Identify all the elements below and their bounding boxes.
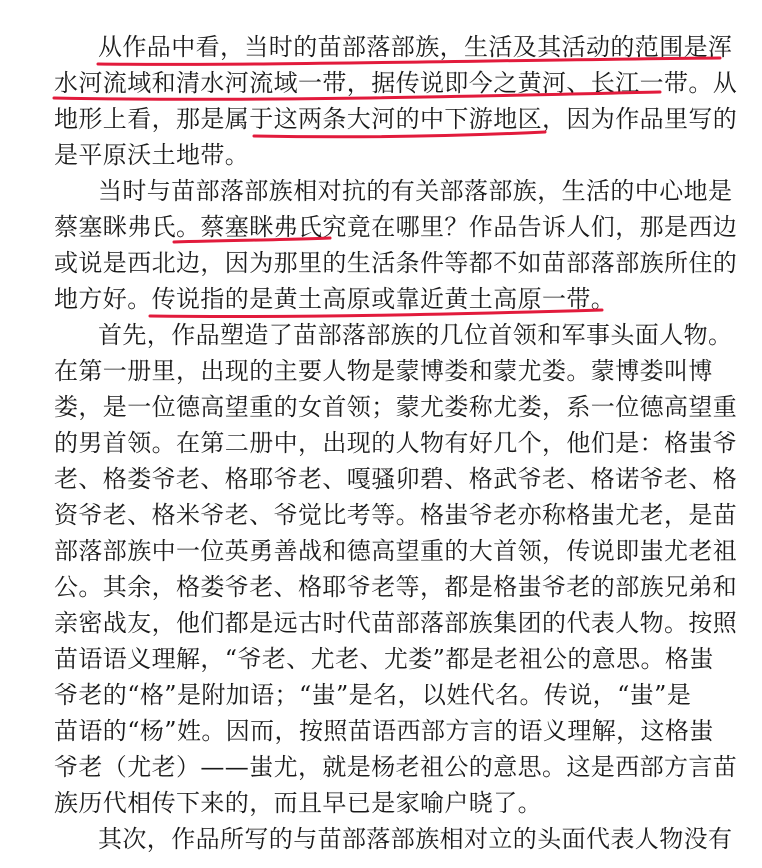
text-line-5: 当时与苗部落部族相对抗的有关部落部族，生活的中心地是: [98, 177, 733, 205]
text-line-12: 的男首领。在第二册中，出现的人物有好几个，他们是：格蚩爷: [54, 429, 738, 457]
text-line-3: 地形上看，那是属于这两条大河的中下游地区，因为作品里写的: [54, 105, 738, 133]
text-line-6: 蔡塞眯弗氏。蔡塞眯弗氏究竟在哪里？作品告诉人们，那是西边: [54, 213, 738, 241]
text-line-14: 资爷老、格米爷老、爷觉比考等。格蚩爷老亦称格蚩尤老，是苗: [54, 501, 738, 529]
text-line-17: 亲密战友，他们都是远古时代苗部落部族集团的代表人物。按照: [54, 609, 738, 637]
text-line-10: 在第一册里，出现的主要人物是蒙博娄和蒙尤娄。蒙博娄叫博: [54, 357, 713, 385]
text-line-23: 其次，作品所写的与苗部落部族相对立的头面代表人物没有: [98, 825, 733, 853]
text-line-4: 是平原沃土地带。: [54, 141, 250, 169]
text-line-13: 老、格娄爷老、格耶爷老、嘎骚卯碧、格武爷老、格诺爷老、格: [54, 465, 738, 493]
text-line-16: 公。其余，格娄爷老、格耶爷老等，都是格蚩爷老的部族兄弟和: [54, 573, 738, 601]
text-line-2: 水河流域和清水河流域一带，据传说即今之黄河、长江一带。从: [54, 69, 738, 97]
text-line-1: 从作品中看，当时的苗部落部族，生活及其活动的范围是浑: [98, 33, 733, 61]
text-line-9: 首先，作品塑造了苗部落部族的几位首领和军事头面人物。: [98, 321, 733, 349]
text-line-15: 部落部族中一位英勇善战和德高望重的大首领，传说即蚩尤老祖: [54, 537, 738, 565]
text-line-21: 爷老（尤老）——蚩尤，就是杨老祖公的意思。这是西部方言苗: [54, 753, 738, 781]
text-line-7: 或说是西北边，因为那里的生活条件等都不如苗部落部族所住的: [54, 249, 738, 277]
text-line-11: 娄，是一位德高望重的女首领；蒙尤娄称尤娄，系一位德高望重: [54, 393, 738, 421]
text-line-22: 族历代相传下来的，而且早已是家喻户晓了。: [54, 789, 542, 817]
text-line-18: 苗语语义理解，“爷老、尤老、尤娄”都是老祖公的意思。格蚩: [54, 645, 714, 673]
text-line-20: 苗语的“杨”姓。因而，按照苗语西部方言的语义理解，这格蚩: [54, 717, 714, 745]
text-line-8: 地方好。传说指的是黄土高原或靠近黄土高原一带。: [54, 285, 616, 313]
text-line-19: 爷老的“格”是附加语；“蚩”是名，以姓代名。传说，“蚩”是: [54, 681, 692, 709]
